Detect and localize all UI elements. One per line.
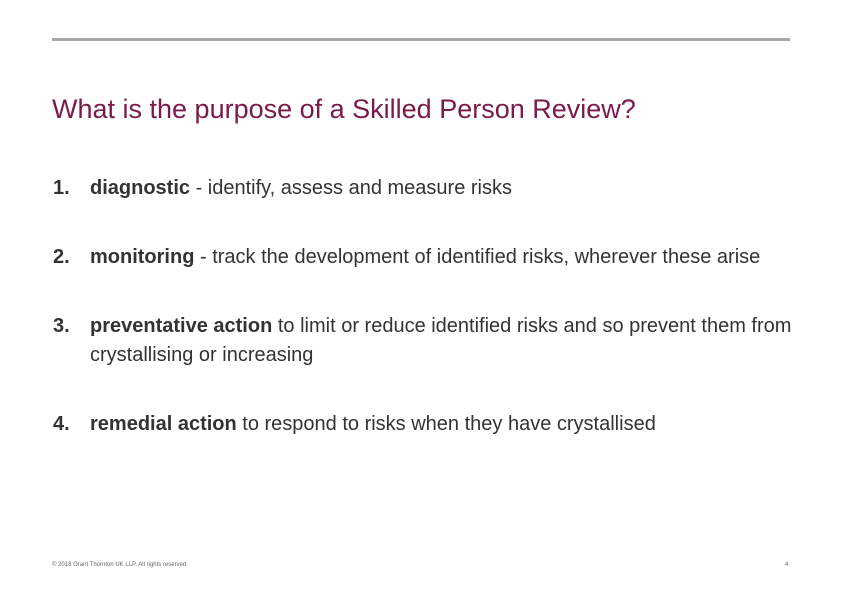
item-number: 1. xyxy=(53,177,70,199)
page-number: 4 xyxy=(785,562,789,568)
slide-title: What is the purpose of a Skilled Person Review? xyxy=(52,94,636,124)
item-term: remedial action xyxy=(90,413,237,435)
item-text: - track the development of identified risks, wherever these arise xyxy=(194,246,761,268)
top-divider xyxy=(52,38,790,41)
item-number: 2. xyxy=(53,246,70,268)
list-item xyxy=(53,410,793,439)
item-term: preventative action xyxy=(90,315,273,337)
list-item xyxy=(53,243,793,272)
item-text: to limit or reduce identified risks and so prevent them from crystallising or increasing xyxy=(90,315,792,366)
item-text: - identify, assess and measure risks xyxy=(190,177,512,199)
list-item xyxy=(53,174,793,203)
item-number: 4. xyxy=(53,413,70,435)
footer-copyright: © 2018 Grant Thornton UK LLP. All rights reserved. xyxy=(52,562,188,568)
item-term: diagnostic xyxy=(90,177,191,199)
item-text: to respond to risks when they have crystallised xyxy=(236,413,656,435)
item-term: monitoring xyxy=(90,246,195,268)
list-item xyxy=(53,312,793,370)
purpose-list xyxy=(53,174,793,439)
item-number: 3. xyxy=(53,315,70,337)
